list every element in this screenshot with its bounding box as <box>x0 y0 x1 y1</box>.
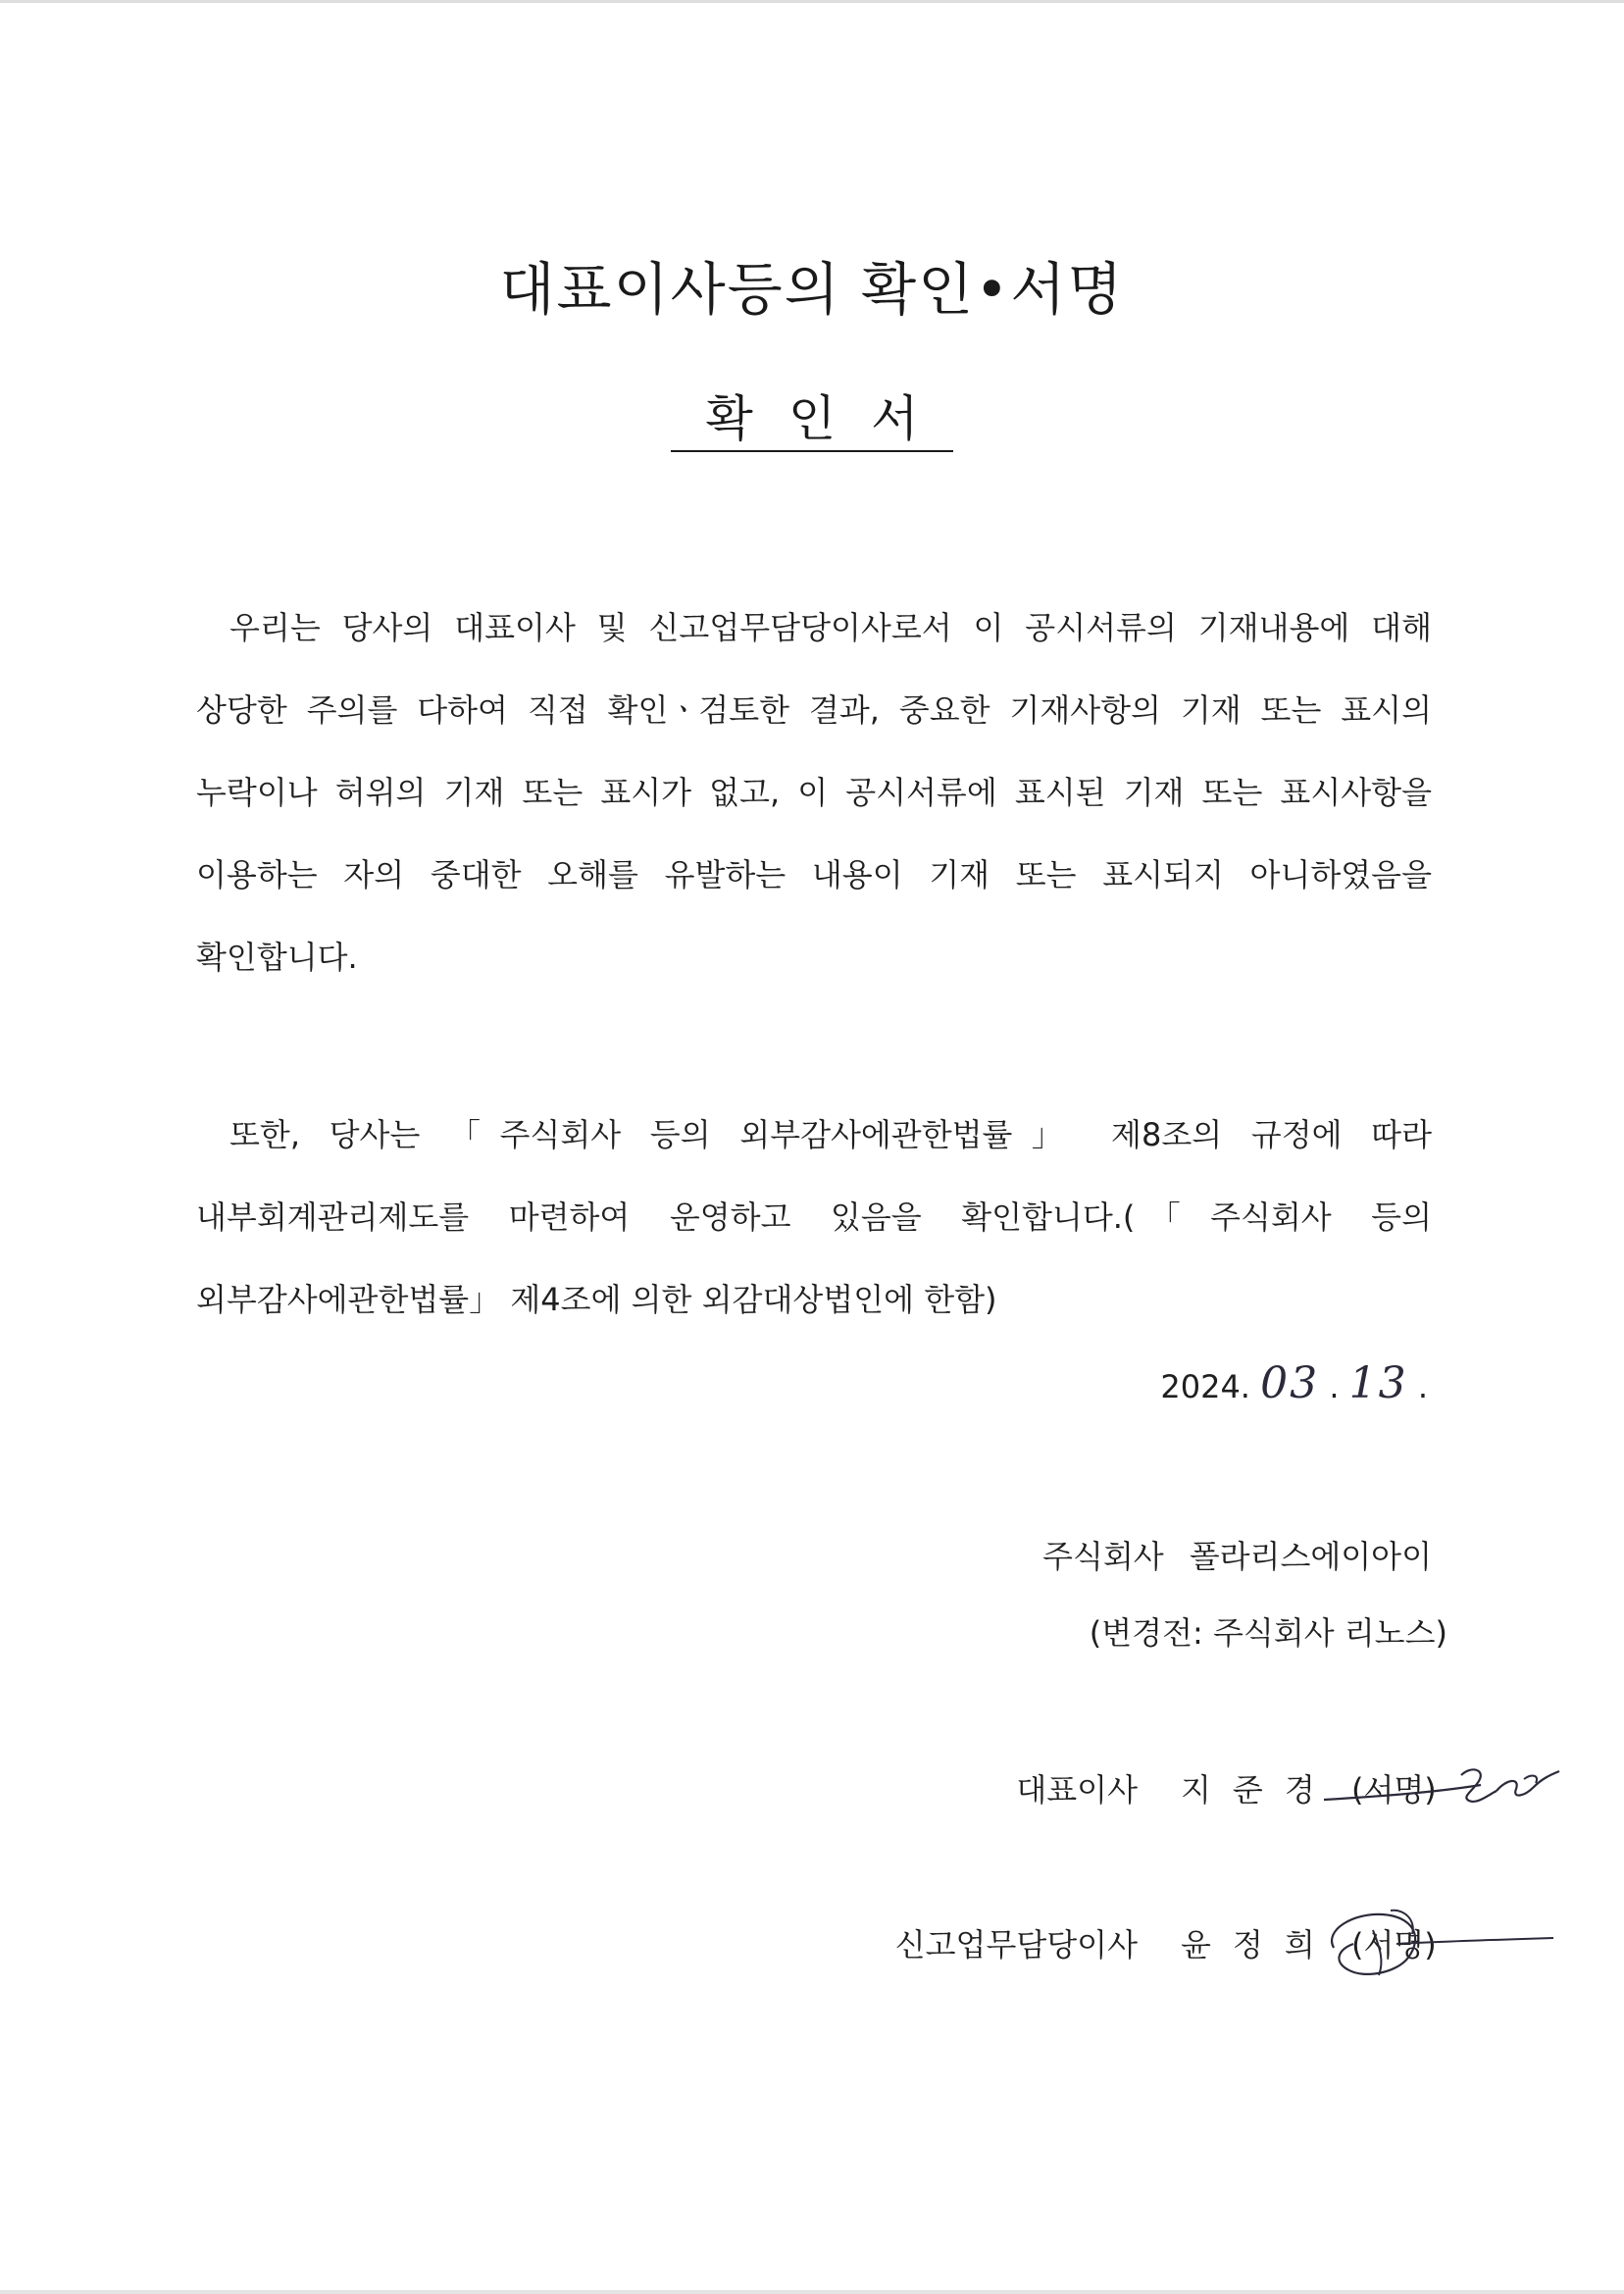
date-month-handwritten: 03 <box>1260 1358 1320 1408</box>
date-dot: . <box>1329 1368 1340 1405</box>
company-title: 폴라리스에이아이 <box>1189 1538 1432 1575</box>
signature-row-ceo <box>0 1756 1624 1824</box>
handwritten-signature-ceo <box>1314 1746 1569 1834</box>
signer-role: 신고업무담당이사 <box>894 1926 1138 1963</box>
scan-edge-top <box>0 0 1624 3</box>
date-day-handwritten: 13 <box>1348 1358 1408 1408</box>
signer-role: 대표이사 <box>1016 1771 1138 1809</box>
scan-edge-bottom <box>0 2290 1624 2294</box>
subtitle-text: 확인서 <box>671 392 954 452</box>
document-subtitle <box>0 390 1624 452</box>
signature-label: (서명) <box>1351 1771 1437 1809</box>
date-dot: . <box>1417 1368 1428 1405</box>
signature-label: (서명) <box>1351 1926 1437 1963</box>
former-company-name: (변경전: 주식회사 리노스) <box>1089 1614 1447 1652</box>
confirmation-paragraph: 우리는 당사의 대표이사 및 신고업무담당이사로서 이 공시서류의 기재내용에 대해 상당한 주의를 다하여 직접 확인ㆍ검토한 결과, 중요한 기재사항의 기재 또는 표시의 누락이나 허위의 기재 또는 표시가 없고, 이 공시서류에 표시된 기재 또는 표시사항을 이용하는 자의 중대한 오해를 유발하는 내용이 기재 또는 표시되지 아니하였음을 확인합니다. <box>196 609 1432 976</box>
signer-name: 지준경 <box>1181 1771 1337 1809</box>
signer-name: 윤정희 <box>1181 1926 1337 1963</box>
company-name <box>1042 1532 1432 1577</box>
signature-row-cfo <box>0 1911 1624 1979</box>
date-year: 2024. <box>1160 1368 1250 1405</box>
company-type: 주식회사 <box>1042 1538 1164 1575</box>
internal-control-paragraph: 또한, 당사는 「주식회사 등의 외부감사에관한법률」 제8조의 규정에 따라 내부회계관리제도를 마련하여 운영하고 있음을 확인합니다.(「주식회사 등의 외부감사에관한법률」 제4조에 의한 외감대상법인에 한함) <box>196 1116 1432 1318</box>
document-date <box>1160 1358 1428 1408</box>
handwritten-signature-cfo <box>1314 1901 1569 1989</box>
document-title: 대표이사등의 확인•서명 <box>499 256 1125 323</box>
